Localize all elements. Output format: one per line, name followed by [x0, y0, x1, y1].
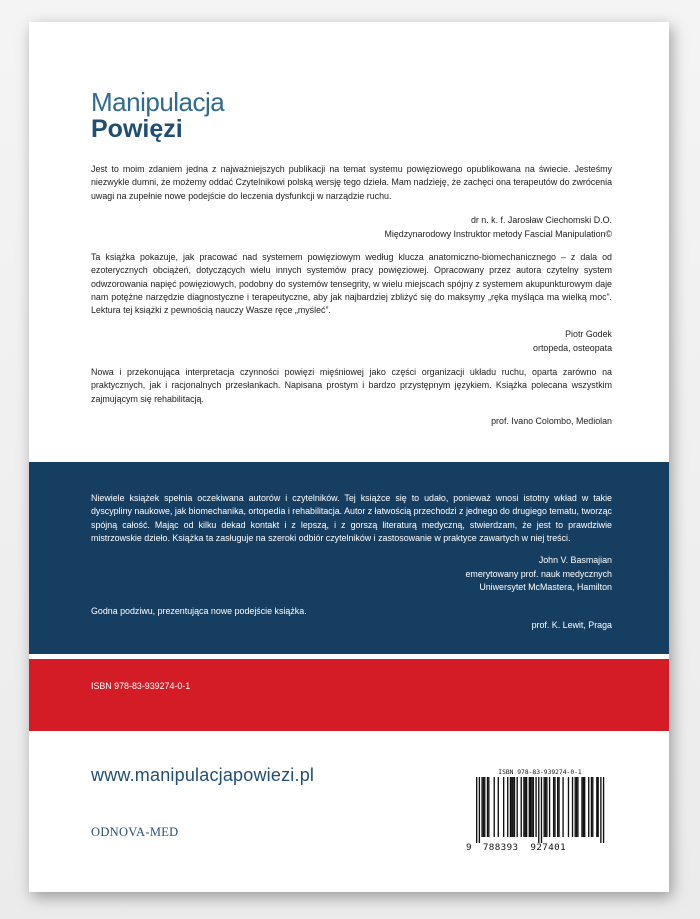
barcode-bar	[483, 777, 484, 837]
barcode-bar	[487, 777, 488, 837]
blue-band	[29, 462, 669, 654]
barcode-bar	[476, 777, 477, 843]
barcode-bar	[545, 777, 546, 837]
barcode-bar	[554, 777, 555, 837]
signature-name: prof. K. Lewit, Praga	[531, 620, 612, 630]
barcode-bar	[576, 777, 577, 837]
barcode-bar	[498, 777, 499, 837]
barcode-bar	[584, 777, 585, 837]
barcode-bar	[510, 777, 511, 837]
barcode-bar	[583, 777, 584, 837]
signature-name: Piotr Godek	[565, 329, 612, 339]
barcode-bar	[511, 777, 512, 837]
barcode-bar	[530, 777, 531, 837]
barcode	[466, 769, 614, 853]
barcode-bar	[526, 777, 527, 837]
barcode-bar	[598, 777, 599, 837]
barcode-bar	[544, 777, 545, 837]
barcode-bar	[603, 777, 604, 843]
barcode-bar	[481, 777, 482, 837]
barcode-bar	[512, 777, 513, 837]
blurb-basmajian: Niewiele książek spełnia oczekiwana autorów i czytelników. Tej książce się to udało, ponieważ wnosi istotny wkład w takie dyscypliny naukowe, jak biomechanika, ortopedia i rehabilitacja. Autor z łatwością przechodzi z jednego do drugiego tematu, tworząc spójną całość. Mając od kilku dekad kontakt i z lepszą, i z gorszą literaturą medyczną, stwierdzam, że jest to prawdziwie mistrzowskie dzieło. Książka ta zasługuje na szeroki odbiór czytelników i zastosowanie w praktyce zawartych w niej treści.	[91, 493, 612, 543]
barcode-bar	[479, 777, 480, 843]
barcode-bar	[531, 777, 532, 837]
barcode-bar	[535, 777, 536, 837]
barcode-bar	[523, 777, 524, 837]
signature-affiliation: Uniwersytet McMastera, Hamilton	[479, 582, 612, 593]
barcode-digits-right: 927401	[530, 842, 566, 853]
barcode-bar	[572, 777, 573, 837]
barcode-isbn-text: ISBN 978-83-939274-0-1	[498, 769, 582, 776]
website-url[interactable]: www.manipulacjapowiezi.pl	[91, 765, 315, 785]
barcode-bar	[525, 777, 526, 837]
barcode-bar	[494, 777, 495, 837]
barcode-bar	[533, 777, 534, 837]
barcode-bar	[575, 777, 576, 837]
barcode-bar	[557, 777, 558, 837]
barcode-bar	[546, 777, 547, 837]
blurb-lewit: Godna podziwu, prezentująca nowe podejście książka.	[91, 606, 307, 616]
barcode-digits	[466, 842, 614, 853]
blurb-colombo: Nowa i przekonująca interpretacja czynności powięzi mięśniowej jako części organizacji układu ruchu, oparta zarówno na praktycznych, jak i racjonalnych przesłankach. Napisana prostym i bardzo przystępnym językiem. Książka polecana wszystkim zajmującym się rehabilitacją.	[91, 367, 612, 404]
barcode-bar	[484, 777, 485, 837]
barcode-bar	[553, 777, 554, 837]
barcode-bar	[488, 777, 489, 837]
barcode-bar	[507, 777, 508, 837]
barcode-bar	[568, 777, 569, 837]
signature-godek	[533, 328, 612, 355]
barcode-bar	[591, 777, 592, 837]
book-title	[91, 88, 224, 142]
barcode-bar	[514, 777, 515, 837]
barcode-bars	[466, 777, 614, 843]
book-back-cover	[29, 22, 669, 892]
signature-title: ortopeda, osteopata	[533, 342, 612, 353]
barcode-bar	[538, 777, 539, 843]
barcode-bar	[581, 777, 582, 837]
barcode-digits-left: 788393	[482, 842, 519, 853]
barcode-bar	[549, 777, 550, 837]
barcode-bar	[503, 777, 504, 837]
barcode-bar	[541, 777, 542, 843]
barcode-bar	[558, 777, 559, 837]
signature-lewit	[532, 619, 612, 633]
signature-colombo	[491, 415, 612, 429]
publisher-logo: ODNOVA-MED	[91, 825, 179, 839]
red-band	[29, 659, 669, 731]
title-line-1: Manipulacja	[91, 87, 225, 117]
barcode-bar	[517, 777, 518, 837]
isbn-label: ISBN 978-83-939274-0-1	[91, 681, 191, 691]
signature-title: Międzynarodowy Instruktor metody Fascial Manipulation©	[384, 228, 612, 239]
barcode-bar	[592, 777, 593, 837]
signature-name: prof. Ivano Colombo, Mediolan	[491, 416, 612, 426]
title-line-2: Powięzi	[91, 115, 183, 143]
barcode-bar	[596, 777, 597, 837]
signature-name: dr n. k. f. Jarosław Ciechomski D.O.	[470, 215, 612, 225]
barcode-bar	[588, 777, 589, 837]
signature-name: John V. Basmajian	[538, 555, 612, 565]
signature-title: emerytowany prof. nauk medycznych	[465, 568, 612, 579]
barcode-bar	[521, 777, 522, 837]
blurb-godek: Ta książka pokazuje, jak pracować nad systemem powięziowym według klucza anatomiczno-biomechanicznego – z dala od ezoterycznych obciążeń, dotyczących wielu innych systemów pracy powięziowej. Opracowany przez autora czytelny system odwzorowania napięć powięziowych, podobny do systemów tensegrity, w wielu miejscach spójny z systemem akupunkturowym daje nam potężne narzędzie diagnostyczne i terapeutyczne, aby jak najbardziej zbliżyć się do maksymy „ręka myśląca ma wielką moc”. Lektura tej książki z pewnością nauczy Wasze ręce „myśleć”.	[91, 252, 612, 316]
signature-ciechomski	[384, 214, 612, 241]
blurb-ciechomski: Jest to moim zdaniem jedna z najważniejszych publikacji na temat systemu powięziowego opublikowana na świecie. Jesteśmy niezwykle dumni, że możemy oddać Czytelnikowi polską wersję tego dzieła. Mam nadzieję, że zachęci ona terapeutów do zwrócenia uwagi na zupełnie nowe podejście do leczenia dysfunkcji w narządzie ruchu.	[91, 164, 612, 201]
barcode-digit-first: 9	[466, 842, 472, 853]
barcode-bar	[600, 777, 601, 843]
signature-basmajian	[465, 554, 612, 595]
barcode-bar	[529, 777, 530, 837]
barcode-bar	[577, 777, 578, 837]
barcode-bar	[562, 777, 563, 837]
